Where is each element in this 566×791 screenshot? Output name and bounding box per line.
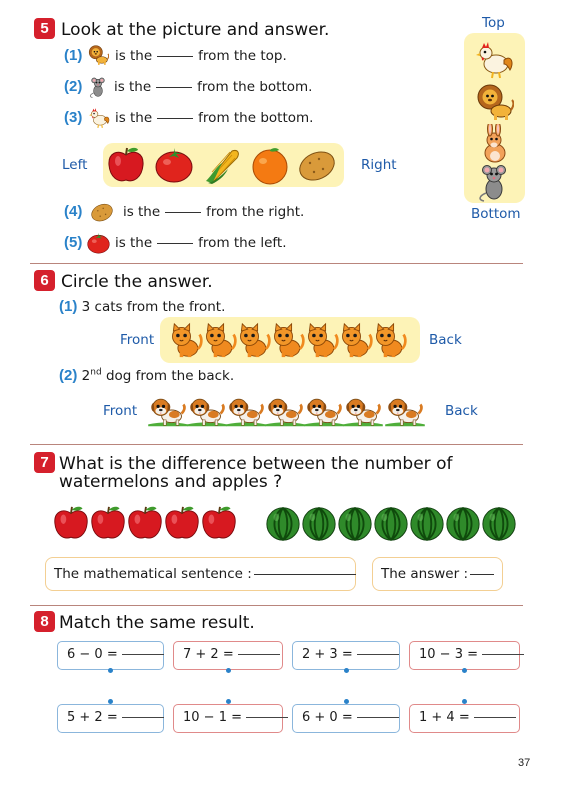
ordinal-suffix: nd — [90, 367, 102, 378]
front-label: Front — [103, 403, 138, 419]
answer-box[interactable] — [372, 557, 503, 591]
cat-icon — [202, 320, 238, 360]
answer-blank[interactable] — [470, 574, 494, 575]
rabbit-icon — [474, 124, 514, 164]
match-top-2[interactable] — [173, 641, 283, 670]
answer-label: The answer : — [381, 566, 468, 582]
cat-icon — [372, 320, 408, 360]
question-8-title: Match the same result. — [59, 613, 255, 633]
watermelon-icon — [336, 503, 374, 543]
item-number: (2) — [64, 78, 83, 95]
match-dot[interactable] — [226, 668, 231, 673]
item-number: (1) — [59, 298, 78, 315]
item-text: is the — [114, 110, 153, 126]
apple-icon — [52, 504, 90, 542]
cat-icon — [270, 320, 306, 360]
watermelon-icon — [408, 503, 446, 543]
item-text: 2 — [81, 368, 91, 384]
item-text: is the — [113, 79, 152, 95]
item-number: (2) — [59, 367, 78, 384]
match-bottom-1[interactable] — [57, 704, 164, 733]
cat-icon — [338, 320, 374, 360]
match-dot[interactable] — [462, 668, 467, 673]
dog-icon — [148, 392, 188, 428]
section-divider — [30, 444, 523, 445]
cat-icon — [236, 320, 272, 360]
dog-icon — [385, 392, 425, 428]
question-8-number: 8 — [34, 611, 55, 632]
item-text: from the right. — [206, 204, 305, 220]
row-right-label: Right — [361, 157, 397, 173]
lion-icon — [87, 44, 109, 66]
mouse-icon — [87, 75, 109, 99]
match-top-1[interactable] — [57, 641, 164, 670]
apple-icon — [200, 504, 238, 542]
section-divider — [30, 605, 523, 606]
answer-blank[interactable] — [157, 118, 193, 119]
watermelon-icon — [300, 503, 338, 543]
row-left-label: Left — [62, 157, 88, 173]
item-text: from the top. — [198, 48, 287, 64]
dog-icon — [226, 392, 266, 428]
item-text: is the — [114, 48, 153, 64]
match-dot[interactable] — [344, 668, 349, 673]
expression: 10 − 1 = — [183, 710, 242, 725]
question-7-number: 7 — [34, 452, 55, 473]
question-6-number: 6 — [34, 270, 55, 291]
sentence-blank[interactable] — [254, 574, 356, 575]
tomato-icon — [86, 231, 111, 255]
back-label: Back — [429, 332, 462, 348]
question-7-title-line-2: watermelons and apples ? — [59, 472, 283, 492]
match-top-4[interactable] — [409, 641, 520, 670]
answer-blank[interactable] — [156, 87, 192, 88]
q6-item-1 — [59, 298, 225, 315]
potato-icon — [89, 200, 115, 224]
mouse-icon — [474, 162, 514, 202]
watermelon-icon — [372, 503, 410, 543]
expression: 2 + 3 = — [302, 647, 353, 662]
match-top-3[interactable] — [292, 641, 400, 670]
front-label: Front — [120, 332, 155, 348]
question-6-title: Circle the answer. — [61, 272, 213, 292]
match-bottom-2[interactable] — [173, 704, 283, 733]
watermelon-icon — [444, 503, 482, 543]
item-text: from the bottom. — [197, 79, 313, 95]
section-divider — [30, 263, 523, 264]
back-label: Back — [445, 403, 478, 419]
item-text: from the left. — [198, 235, 287, 251]
match-dot[interactable] — [108, 668, 113, 673]
apple-icon — [126, 504, 164, 542]
item-number: (4) — [64, 203, 83, 220]
watermelon-icon — [480, 503, 518, 543]
apple-icon — [106, 145, 146, 185]
match-bottom-4[interactable] — [409, 704, 520, 733]
column-bottom-label: Bottom — [471, 206, 521, 222]
corn-icon — [202, 145, 242, 185]
expression: 5 + 2 = — [67, 710, 118, 725]
rooster-icon — [88, 107, 110, 129]
match-bottom-3[interactable] — [292, 704, 400, 733]
item-text: is the — [114, 235, 153, 251]
expression: 10 − 3 = — [419, 647, 478, 662]
apple-icon — [89, 504, 127, 542]
column-top-label: Top — [482, 15, 505, 31]
item-text: is the — [122, 204, 161, 220]
expression: 6 + 0 = — [302, 710, 353, 725]
dog-icon — [343, 392, 383, 428]
watermelon-icon — [264, 503, 302, 543]
expression: 1 + 4 = — [419, 710, 470, 725]
lion-icon — [474, 82, 514, 122]
orange-icon — [250, 145, 290, 185]
cat-icon — [168, 320, 204, 360]
expression: 7 + 2 = — [183, 647, 234, 662]
item-number: (5) — [64, 234, 83, 251]
dog-icon — [304, 392, 344, 428]
answer-blank[interactable] — [157, 56, 193, 57]
rooster-icon — [474, 40, 514, 80]
answer-blank[interactable] — [165, 212, 201, 213]
question-5-number: 5 — [34, 18, 55, 39]
item-number: (1) — [64, 47, 83, 64]
item-number: (3) — [64, 109, 83, 126]
dog-icon — [265, 392, 305, 428]
q6-item-2 — [59, 367, 234, 384]
mathematical-sentence-box[interactable] — [45, 557, 356, 591]
tomato-icon — [154, 145, 194, 185]
potato-icon — [297, 145, 337, 185]
question-7-title-line-1: What is the difference between the number of — [59, 454, 453, 474]
item-text: 3 cats from the front. — [81, 299, 226, 315]
apple-icon — [163, 504, 201, 542]
page-number: 37 — [518, 757, 531, 769]
item-text: dog from the back. — [105, 368, 235, 384]
question-5-title: Look at the picture and answer. — [61, 20, 330, 40]
dog-icon — [187, 392, 227, 428]
expression: 6 − 0 = — [67, 647, 118, 662]
answer-blank[interactable] — [157, 243, 193, 244]
mathematical-sentence-label: The mathematical sentence : — [54, 566, 252, 582]
cat-icon — [304, 320, 340, 360]
item-text: from the bottom. — [198, 110, 314, 126]
